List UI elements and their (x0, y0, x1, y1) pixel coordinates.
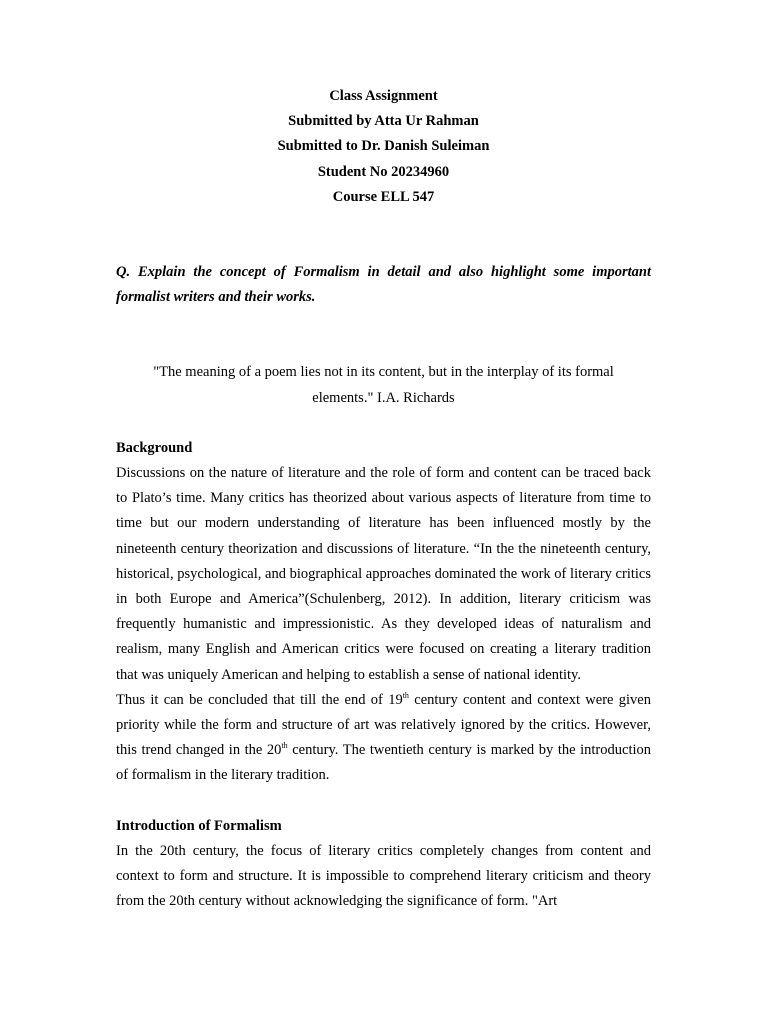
course-code: Course ELL 547 (332, 188, 435, 205)
background-heading: Background (116, 439, 193, 456)
submitted-by: Submitted by Atta Ur Rahman (288, 113, 479, 130)
assignment-title: Class Assignment (329, 88, 438, 104)
document-page (116, 84, 651, 914)
introduction-paragraph-1: In the 20th century, the focus of literary critics completely changes from content and context to form and structure. It is impossible to comprehend literary criticism and theory from the 20th century without acknowledging the significance of form. "Art (116, 842, 651, 910)
superscript-th-1: th (402, 690, 409, 700)
title-block (116, 84, 651, 210)
background-paragraph-1: Discussions on the nature of literature and the role of form and content can be traced back to Plato’s time. Many critics has theorized about various aspects of literature from time to time but our modern understanding of literature has been influenced mostly by the nineteenth century theorization and discussions of literature. “In the the nineteenth century, historical, psychological, and biographical approaches dominated the work of literary critics in both Europe and America”(Schulenberg, 2012). In addition, literary criticism was frequently humanistic and impressionistic. As they developed ideas of naturalism and realism, many English and American critics were focused on creating a literary tradition that was uniquely American and helping to establish a sense of national identity. (116, 465, 651, 683)
para2-text-c: century. The twentieth century is marked by the introduction of formalism in the literary tradition. (116, 742, 651, 784)
background-paragraph-2 (116, 688, 651, 789)
para2-text-b: century content and context were given priority while the form and structure of art was relatively ignored by the critics. However, this trend changed in the 20 (116, 691, 651, 759)
para2-text-a: Thus it can be concluded that till the end of 19 (116, 691, 403, 708)
introduction-heading: Introduction of Formalism (116, 817, 282, 834)
submitted-to: Submitted to Dr. Danish Suleiman (277, 138, 490, 155)
epigraph-quote (116, 360, 651, 410)
quote-line-1: "The meaning of a poem lies not in its content, but in the interplay of its formal (153, 364, 614, 381)
superscript-th-2: th (281, 741, 288, 751)
quote-line-2: elements." I.A. Richards (312, 389, 455, 406)
student-number: Student No 20234960 (317, 163, 450, 180)
assignment-question: Q. Explain the concept of Formalism in detail and also highlight some important formalist writers and their works. (116, 264, 651, 306)
